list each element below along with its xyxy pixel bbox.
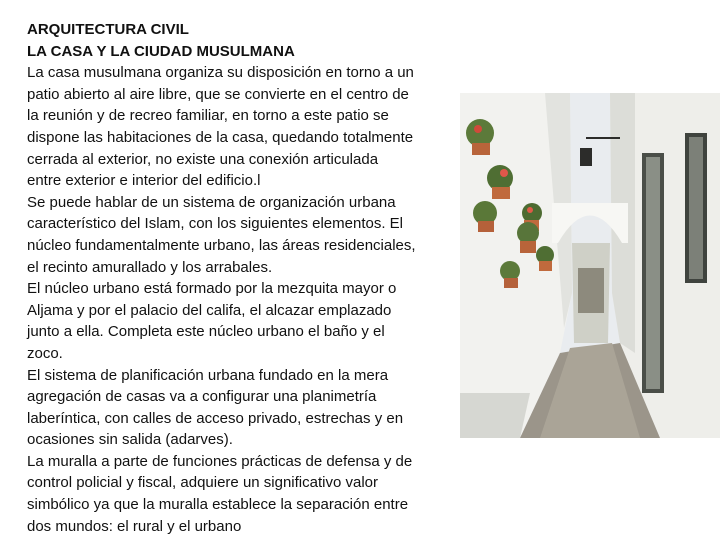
street-illustration	[460, 93, 720, 438]
slide-text	[27, 19, 457, 537]
body-line: simbólico ya que la muralla establece la separación entre	[27, 496, 409, 514]
body-line: Aljama y por el palacio del califa, el alcazar emplazado	[27, 301, 392, 319]
body-line: zoco.	[27, 344, 63, 362]
narrow-street-photo	[460, 93, 720, 438]
slide-subtitle: LA CASA Y LA CIUDAD MUSULMANA	[27, 42, 295, 60]
body-line: cerrada al exterior, no existe una conexión articulada	[27, 150, 379, 168]
body-line: la reunión y de recreo familiar, en torno a este patio se	[27, 107, 389, 125]
body-line: La casa musulmana organiza su disposición en torno a un	[27, 64, 414, 82]
body-line: entre exterior e interior del edificio.l	[27, 172, 261, 190]
slide-title: ARQUITECTURA CIVIL	[27, 21, 189, 38]
body-line: laberíntica, con calles de acceso privado, estrechas y en	[27, 409, 404, 427]
body-line: agregación de casas va a configurar una planimetría	[27, 388, 377, 406]
body-line: ocasiones sin salida (adarves).	[27, 431, 233, 449]
body-line: junto a ella. Completa este núcleo urbano el baño y el	[27, 323, 385, 341]
body-line: control policial y fiscal, adquiere un significativo valor	[27, 474, 379, 492]
body-line: El núcleo urbano está formado por la mezquita mayor o	[27, 280, 397, 298]
body-line: patio abierto al aire libre, que se convierte en el centro de	[27, 85, 409, 103]
body-line: El sistema de planificación urbana fundado en la mera	[27, 366, 389, 384]
body-line: característico del Islam, con los siguientes elementos. El	[27, 215, 404, 233]
body-line: Se puede hablar de un sistema de organización urbana	[27, 193, 396, 211]
body-line: el recinto amurallado y los arrabales.	[27, 258, 273, 276]
body-line: dispone las habitaciones de la casa, quedando totalmente	[27, 128, 414, 146]
body-line: dos mundos: el rural y el urbano	[27, 517, 242, 535]
body-line: La muralla a parte de funciones prácticas de defensa y de	[27, 452, 413, 470]
body-line: núcleo fundamentalmente urbano, las áreas residenciales,	[27, 236, 416, 254]
